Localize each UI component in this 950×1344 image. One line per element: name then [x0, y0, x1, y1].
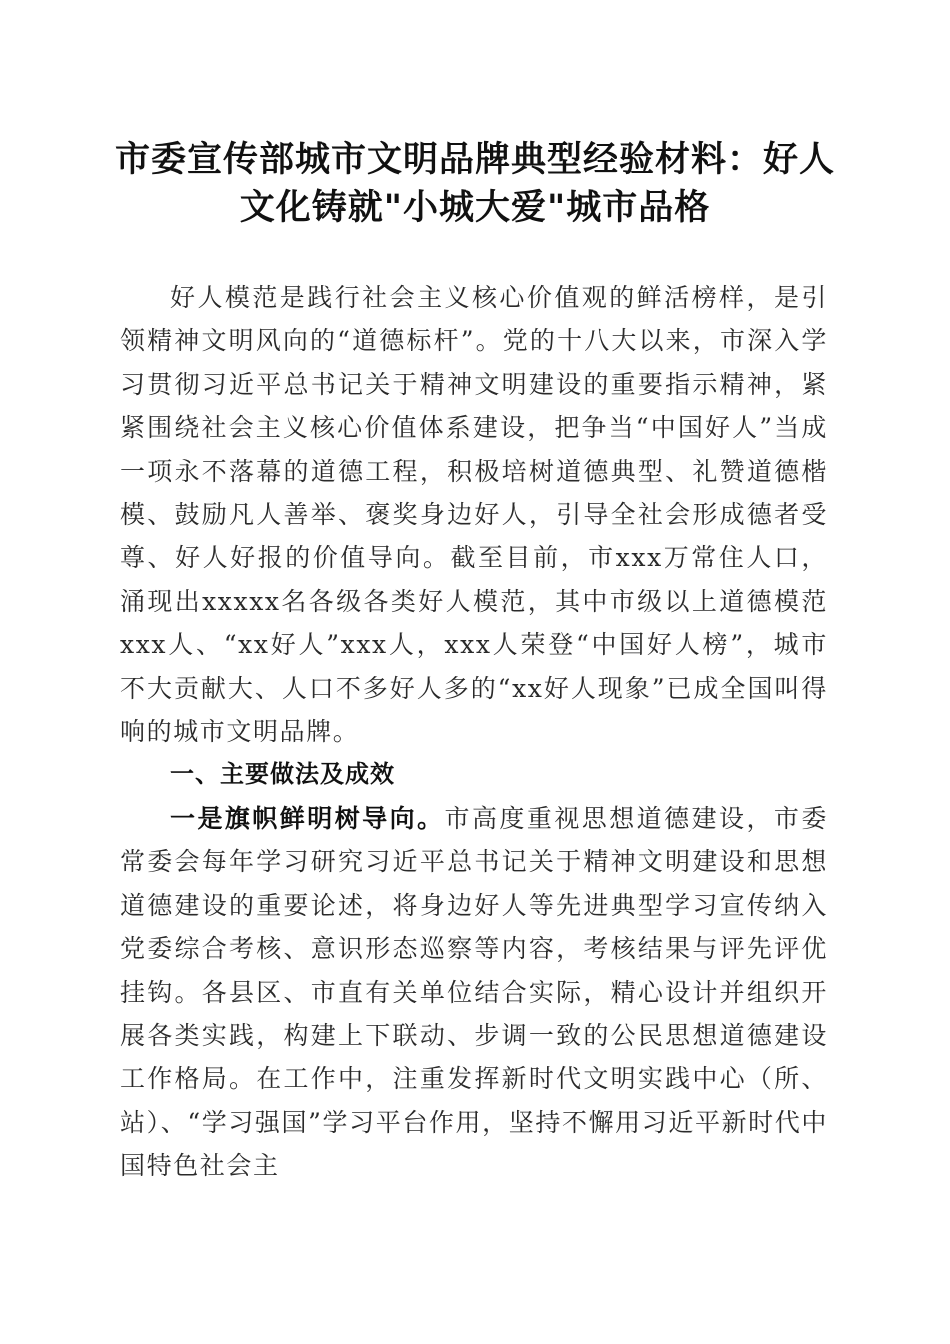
paragraph-point-one	[120, 797, 828, 1188]
title-line-2: 文化铸就"小城大爱"城市品格	[239, 187, 711, 228]
paragraph-intro: 好人模范是践行社会主义核心价值观的鲜活榜样，是引领精神文明风向的“道德标杆”。党的十八大以来，市深入学习贯彻习近平总书记关于精神文明建设的重要指示精神，紧紧围绕社会主义核心价值体系建设，把争当“中国好人”当成一项永不落幕的道德工程，积极培树道德典型、礼赞道德楷模、鼓励凡人善举、褒奖身边好人，引导全社会形成德者受尊、好人好报的价值导向。截至目前，市xxx万常住人口，涌现出xxxxx名各级各类好人模范，其中市级以上道德模范xxx人、“xx好人”xxx人，xxx人荣登“中国好人榜”，城市不大贡献大、人口不多好人多的“xx好人现象”已成全国叫得响的城市文明品牌。	[120, 283, 828, 747]
paragraph-text: 市高度重视思想道德建设，市委常委会每年学习研究习近平总书记关于精神文明建设和思想道德建设的重要论述，将身边好人等先进典型学习宣传纳入党委综合考核、意识形态巡察等内容，考核结果与评先评优挂钩。各县区、市直有关单位结合实际，精心设计并组织开展各类实践，构建上下联动、步调一致的公民思想道德建设工作格局。在工作中，注重发挥新时代文明实践中心（所、站）、“学习强国”学习平台作用，坚持不懈用习近平新时代中国特色社会主	[120, 803, 828, 1181]
title-line-1: 市委宣传部城市文明品牌典型经验材料：好人	[114, 139, 835, 180]
section-heading: 一、主要做法及成效	[170, 760, 395, 789]
document-body	[120, 276, 828, 1188]
paragraph-lead: 一是旗帜鲜明树导向。	[170, 803, 445, 833]
document-title	[100, 136, 850, 232]
